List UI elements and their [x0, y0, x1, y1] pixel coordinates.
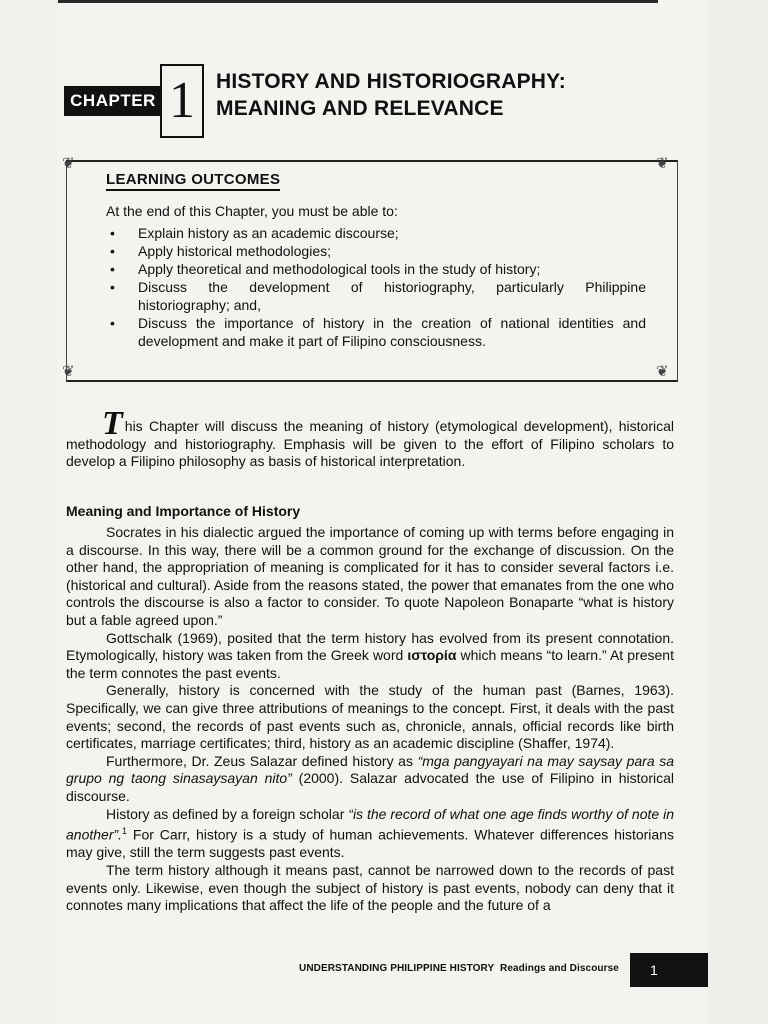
list-item: [106, 224, 646, 242]
paragraph-text: History as defined by a foreign scholar: [106, 805, 349, 822]
section-body: [66, 524, 674, 915]
salazar-quote: “mga pangyayari na may saysay para sa grupo ng taong sinasaysayan nito”: [66, 752, 674, 787]
top-edge-shadow: [58, 0, 658, 3]
footer-book-title: UNDERSTANDING PHILIPPINE HISTORY: [299, 963, 495, 974]
footnote-marker: 1: [122, 826, 128, 837]
outcome-text: Apply theoretical and methodological tools in the study of history;: [138, 261, 541, 277]
paragraph-text: (2000). Salazar advocated the use of Filipino in historical discourse.: [66, 770, 674, 804]
list-item: [106, 260, 646, 278]
bullet-icon: •: [110, 315, 115, 331]
footer-subtitle: Readings and Discourse: [500, 963, 619, 974]
bullet-icon: •: [110, 279, 115, 295]
paragraph: The term history although it means past, cannot be narrowed down to the records of past events only. Likewise, even though the subject of history is past events, nobody can deny that it connotes many implications that affect the life of the people and the future of a: [66, 861, 674, 914]
drop-cap: T: [102, 405, 123, 442]
chapter-number: 1: [160, 64, 204, 138]
paragraph-text: which means “to learn.” At present the term connotes the past events.: [66, 647, 674, 681]
list-item: [106, 242, 646, 260]
page-left-margin: [0, 0, 58, 1024]
corner-ornament-icon: ❦: [62, 362, 75, 380]
intro-paragraph: [66, 405, 674, 471]
greek-word: ιστορία: [407, 647, 457, 664]
paragraph: Generally, history is concerned with the study of the human past (Barnes, 1963). Specifically, we can give three attributions of meanings to the concept. First, it deals with the past events; second, the records of past events such as, chronicle, annals, official records like birth certificates, marriage certificates; third, history as an academic discipline (Shaffer, 1974).: [66, 682, 674, 752]
paragraph: [66, 630, 674, 683]
chapter-title-line-2: MEANING AND RELEVANCE: [216, 97, 504, 120]
outcome-text: Discuss the importance of history in the creation of national identities and: [138, 315, 646, 331]
corner-ornament-icon: ❦: [656, 362, 669, 380]
section-heading: Meaning and Importance of History: [66, 503, 301, 519]
corner-ornament-icon: ❦: [656, 154, 669, 172]
foreign-scholar-quote: “is the record of what one age finds worthy of note in another”.: [66, 805, 674, 843]
outcome-text-continued: development and make it part of Filipino consciousness.: [138, 333, 486, 349]
bullet-icon: •: [110, 243, 115, 259]
learning-outcomes-heading: LEARNING OUTCOMES: [106, 171, 280, 191]
paragraph: Socrates in his dialectic argued the importance of coming up with terms before engaging in a discourse. In this way, there will be a common ground for the exchange of discussion. On the other hand, the appropriation of meaning is complicated for it has to consider several factors i.e. (historical and cultural). Aside from the reasons stated, the power that emanates from the one who controls the discourse is also a factor to consider. To quote Napoleon Bonaparte “what is history but a fable agreed upon.”: [66, 524, 674, 628]
outcome-text-continued: historiography; and,: [138, 297, 261, 313]
learning-outcomes-list: [106, 224, 646, 350]
bullet-icon: •: [110, 261, 115, 277]
page-right-margin: [708, 0, 768, 1024]
learning-outcomes-intro: At the end of this Chapter, you must be able to:: [106, 203, 398, 219]
paragraph: [66, 806, 674, 862]
paragraph-text: Gottschalk (1969), posited that the term history has evolved from its present connotation. Etymologically, history was taken from the Greek word: [66, 629, 674, 664]
paragraph: [66, 753, 674, 806]
outcome-text: Discuss the development of historiography, particularly Philippine: [138, 279, 646, 295]
chapter-title-line-1: HISTORY AND HISTORIOGRAPHY:: [216, 70, 566, 93]
corner-ornament-icon: ❦: [62, 154, 75, 172]
running-footer: [299, 963, 619, 974]
outcome-text: Apply historical methodologies;: [138, 243, 331, 259]
paragraph-text: Furthermore, Dr. Zeus Salazar defined history as: [106, 752, 418, 769]
chapter-label: CHAPTER: [64, 86, 162, 116]
paragraph-text: For Carr, history is a study of human achievements. Whatever differences historians may give, still the term suggests past events.: [66, 826, 674, 861]
list-item: [106, 314, 646, 350]
bullet-icon: •: [110, 225, 115, 241]
page-number: 1: [630, 953, 708, 987]
intro-text: his Chapter will discuss the meaning of history (etymological development), historical methodology and historiography. Emphasis will be given to the effort of Filipino scholars to develop a Filipino philosophy as basis of historical interpretation.: [66, 418, 674, 470]
chapter-title: [216, 68, 636, 122]
outcome-text: Explain history as an academic discourse;: [138, 225, 399, 241]
list-item: [106, 278, 646, 314]
